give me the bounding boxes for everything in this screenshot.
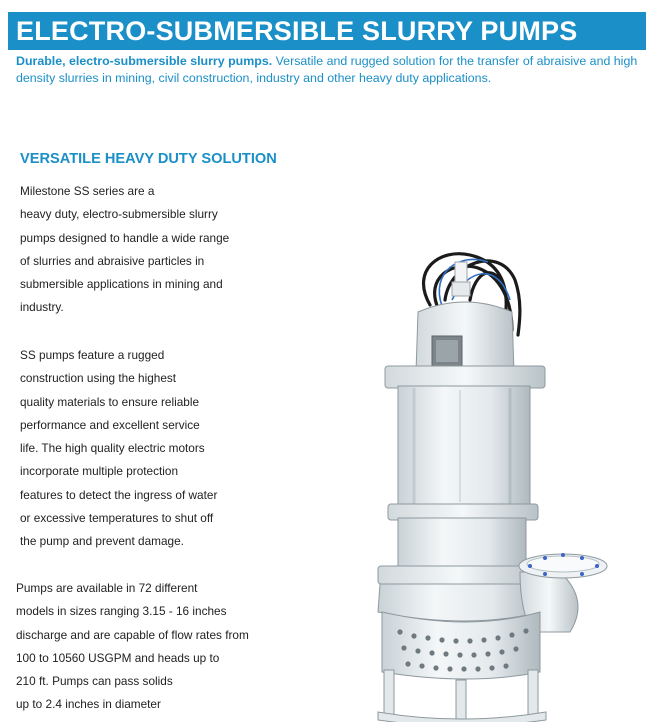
section-heading: VERSATILE HEAVY DUTY SOLUTION <box>20 151 277 167</box>
text-line: or excessive temperatures to shut off <box>20 511 214 526</box>
text-line: performance and excellent service <box>20 417 200 432</box>
text-line: industry. <box>20 300 64 315</box>
volute-casing <box>378 584 540 621</box>
intro-text <box>16 53 641 87</box>
paragraph-series-overview <box>20 180 229 320</box>
text-line: discharge and are capable of flow rates from <box>16 627 249 642</box>
text-line: Pumps are available in 72 different <box>16 581 198 595</box>
paragraph-specifications <box>16 577 249 717</box>
text-line: SS pumps feature a rugged <box>20 348 165 362</box>
page-title: ELECTRO-SUBMERSIBLE SLURRY PUMPS <box>16 16 578 46</box>
upper-flange <box>385 366 545 388</box>
text-line: 210 ft. Pumps can pass solids <box>16 674 173 689</box>
text-line: submersible applications in mining and <box>20 277 223 292</box>
intro-lead: Durable, electro-submersible slurry pumps. <box>16 54 273 68</box>
text-line: pumps designed to handle a wide range <box>20 230 230 245</box>
text-line: 100 to 10560 USGPM and heads up to <box>16 650 220 665</box>
text-line: heavy duty, electro-submersible slurry <box>20 207 218 222</box>
text-line: incorporate multiple protection <box>20 464 179 479</box>
text-line: construction using the highest <box>20 371 177 386</box>
pump-housing <box>398 518 526 568</box>
pump-photo <box>335 230 635 722</box>
paragraph-construction <box>20 344 217 554</box>
text-line: quality materials to ensure reliable <box>20 394 200 409</box>
text-line: the pump and prevent damage. <box>20 534 184 549</box>
text-line: features to detect the ingress of water <box>20 487 218 502</box>
suction-strainer <box>382 612 540 679</box>
text-line: up to 2.4 inches in diameter <box>16 697 161 712</box>
cable-gland <box>455 262 467 284</box>
text-line: models in sizes ranging 3.15 - 16 inches <box>16 604 227 619</box>
motor-cap <box>416 302 514 372</box>
lower-flange <box>378 566 538 584</box>
intro-body: Versatile and rugged solution for the transfer of abraisive and high density slurries in mining, civil construction, industry and other heavy duty applications. <box>16 54 638 85</box>
text-line: Milestone SS series are a <box>20 184 155 198</box>
text-line: life. The high quality electric motors <box>20 441 205 456</box>
text-line: of slurries and abraisive particles in <box>20 253 205 268</box>
